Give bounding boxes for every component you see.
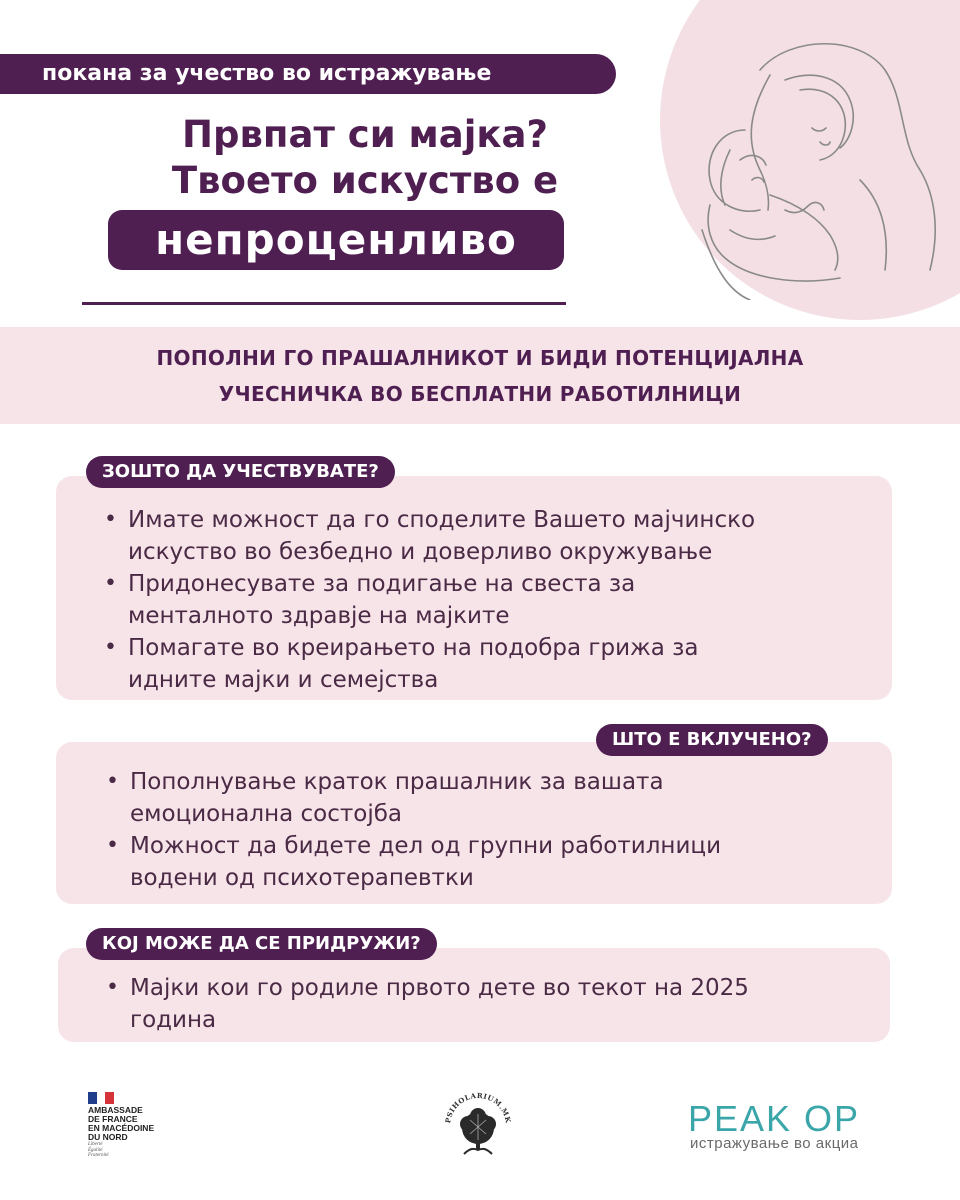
headline-highlight: непроценливо	[108, 210, 564, 270]
list-item: • Пополнување краток прашалник за вашата емоционална состојба	[104, 766, 884, 830]
cta-line-1: ПОПОЛНИ ГО ПРАШАЛНИКОТ И БИДИ ПОТЕНЦИЈАЛНА	[156, 346, 804, 370]
ambassade-motto: Liberté Égalité Fraternité	[88, 1142, 109, 1158]
list-item: • Мајки кои го родиле првото дете во текот на 2025 година	[104, 972, 884, 1036]
mother-and-baby-illustration	[690, 30, 950, 300]
french-republic-flag-icon	[88, 1092, 114, 1104]
list-item: • Придонесувате за подигање на свеста за менталното здравје на мајките	[102, 568, 882, 632]
list-item: • Помагате во креирањето на подобра грижа за идните мајки и семејства	[102, 632, 882, 696]
who-can-join-title: КОЈ МОЖЕ ДА СЕ ПРИДРУЖИ?	[86, 928, 437, 960]
why-participate-title: ЗОШТО ДА УЧЕСТВУВАТЕ?	[86, 456, 395, 488]
peakhop-tagline: истражување во акциа	[690, 1135, 859, 1152]
why-participate-list	[102, 504, 882, 696]
peakhop-logo-name: PEAK ОР	[688, 1098, 861, 1139]
cta-line-2: УЧЕСНИЧКА ВО БЕСПЛАТНИ РАБОТИЛНИЦИ	[218, 382, 742, 406]
svg-text:PSIHOLARIUM.MK: PSIHOLARIUM.MK	[443, 1090, 513, 1124]
list-item: • Можност да бидете дел од групни работилници водени од психотерапевтки	[104, 830, 884, 894]
list-item: • Имате можност да го споделите Вашето мајчинско искуство во безбедно и доверливо окружување	[102, 504, 882, 568]
headline	[80, 112, 650, 204]
invitation-label: покана за учество во истражување	[0, 54, 616, 94]
whats-included-list	[104, 766, 884, 894]
whats-included-title: ШТО Е ВКЛУЧЕНО?	[596, 724, 828, 756]
headline-line-1: Првпат си мајка?	[182, 113, 548, 156]
headline-line-2: Твоето искуство е	[171, 159, 559, 202]
psiholarium-tree-logo-icon	[440, 1090, 516, 1162]
who-can-join-list	[104, 972, 884, 1036]
ambassade-de-france-logo-text: AMBASSADE DE FRANCE EN MACÉDOINE DU NORD	[88, 1105, 155, 1142]
headline-divider	[82, 302, 566, 305]
call-to-action-band	[0, 327, 960, 424]
